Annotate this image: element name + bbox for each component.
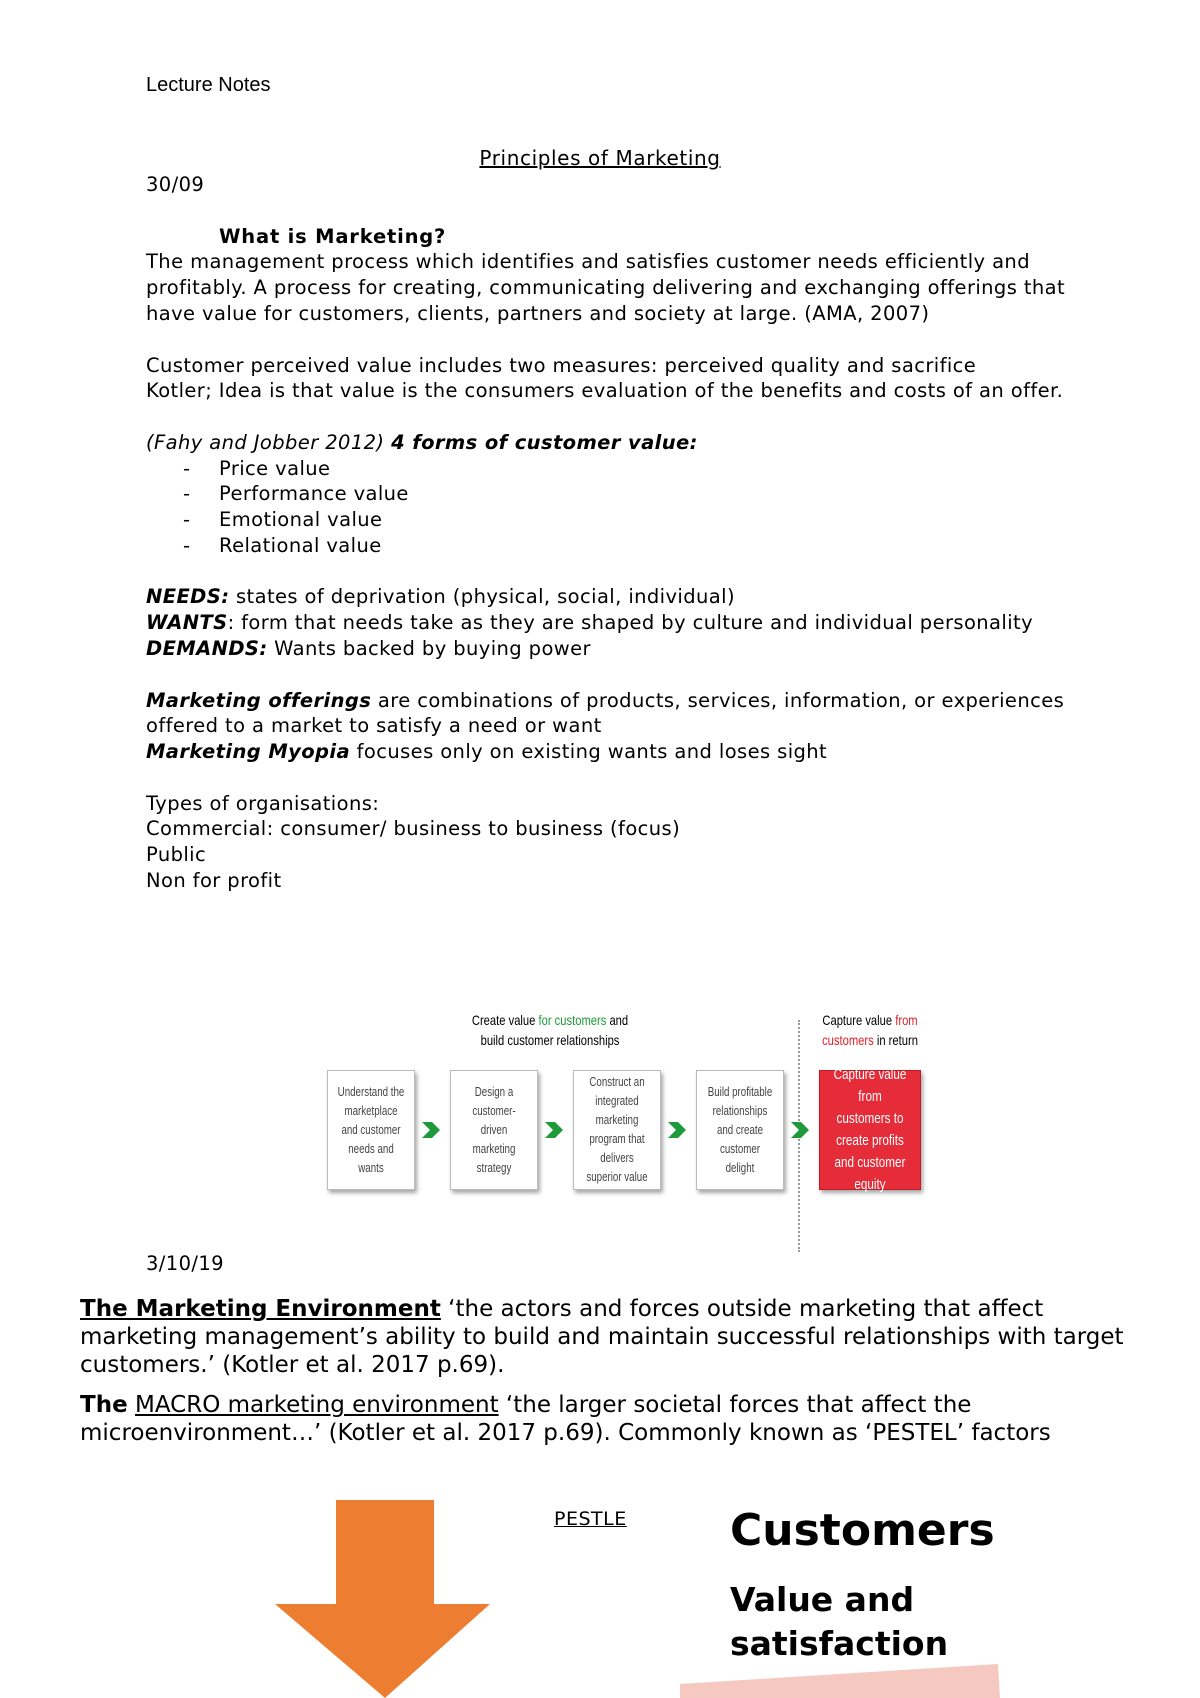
macro-paragraph: The MACRO marketing environment ‘the larger societal forces that affect the microenvironment…’ (Kotler et al. 2017 p.69). Commonly known as ‘PESTEL’ factors <box>80 1392 1051 1446</box>
env-paragraph: The Marketing Environment ‘the actors and forces outside marketing that affect marketing management’s ability to build and maintain successful relationships with target customers.’ (Kotler et al. 2017 p.69). <box>80 1296 1124 1378</box>
list-item: - Emotional value <box>146 507 1086 533</box>
diagram-step-construct: Construct an integrated marketing program that delivers superior value <box>573 1070 661 1190</box>
offerings-line: Marketing offerings are combinations of products, services, information, or experiences offered to a market to satisfy a need or want <box>146 688 1065 738</box>
diagram-step-build: Build profitable relationships and create customer delight <box>696 1070 784 1190</box>
date-2: 3/10/19 <box>146 1252 224 1275</box>
diagram-step-design: Design a customer-driven marketing strategy <box>450 1070 538 1190</box>
value-line-2: Kotler; Idea is that value is the consumers evaluation of the benefits and costs of an offer. <box>146 379 1064 403</box>
date-1: 30/09 <box>146 173 205 196</box>
diagram-step-capture: Capture value from customers to create profits and customer equity <box>819 1070 921 1190</box>
page-break-area <box>0 1446 1200 1698</box>
customers-title: Customers <box>730 1505 995 1556</box>
list-item: - Relational value <box>146 533 1086 559</box>
list-item: - Performance value <box>146 481 1086 507</box>
green-arrow-icon <box>543 1118 565 1142</box>
value-line-1: Customer perceived value includes two measures: perceived quality and sacrifice <box>146 353 977 377</box>
definition-paragraph: The management process which identifies and satisfies customer needs efficiently and profitably. A process for creating, communicating delivering and exchanging offerings that have value for customers, clients, partners and society at large. (AMA, 2007) <box>146 250 1066 325</box>
header-label: Lecture Notes <box>146 74 271 96</box>
value-process-diagram <box>320 1010 940 1250</box>
pink-shape-decoration <box>680 1664 1000 1698</box>
org-type: Non for profit <box>146 868 282 892</box>
wants-line: WANTS: form that needs take as they are shaped by culture and individual personality <box>146 611 1034 635</box>
org-heading: Types of organisations: <box>146 791 380 815</box>
diagram-head-capture: Capture value from customers in return <box>822 1012 918 1048</box>
needs-line: NEEDS: states of deprivation (physical, social, individual) <box>146 585 735 609</box>
green-arrow-icon <box>789 1118 811 1142</box>
page-title: Principles of Marketing <box>479 146 721 170</box>
customers-subtitle: Value and satisfaction <box>730 1580 949 1663</box>
section-1 <box>146 172 1086 893</box>
myopia-line: Marketing Myopia focuses only on existing wants and loses sight <box>146 739 828 763</box>
list-item: - Price value <box>146 456 1086 482</box>
diagram-step-understand: Understand the marketplace and customer needs and wants <box>327 1070 415 1190</box>
green-arrow-icon <box>666 1118 688 1142</box>
environment-section <box>80 1295 1130 1447</box>
forms-list <box>146 456 1086 559</box>
section-heading: What is Marketing? <box>219 224 447 248</box>
green-arrow-icon <box>420 1118 442 1142</box>
demands-line: DEMANDS: Wants backed by buying power <box>146 636 591 660</box>
forms-citation: (Fahy and Jobber 2012) <box>146 430 385 454</box>
org-type: Public <box>146 843 207 867</box>
pestle-label: PESTLE <box>554 1508 627 1530</box>
forms-heading-line <box>146 430 1086 456</box>
date-2-wrap <box>146 1251 1086 1277</box>
orange-down-arrow-icon <box>260 1500 500 1698</box>
forms-heading: 4 forms of customer value: <box>391 430 698 454</box>
org-type: Commercial: consumer/ business to business (focus) <box>146 817 681 841</box>
diagram-head-create: Create value for customers and build customer relationships <box>471 1012 629 1048</box>
